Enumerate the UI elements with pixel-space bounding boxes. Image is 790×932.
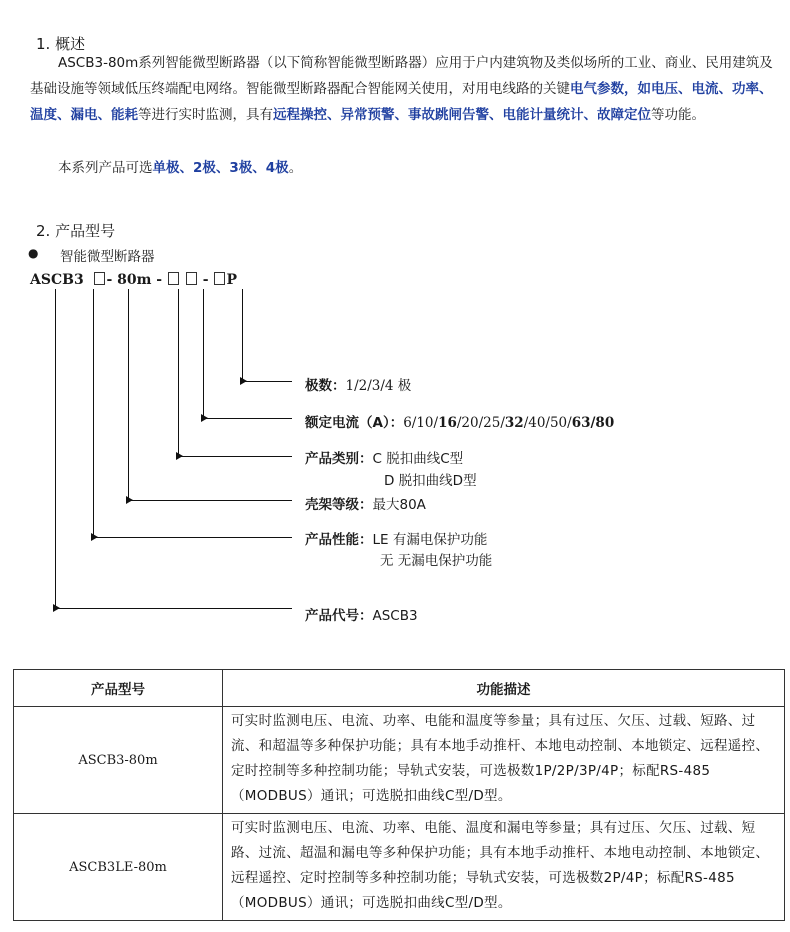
category-label xyxy=(305,447,463,467)
code-suffix: P xyxy=(226,272,237,288)
row-2-model: ASCB3LE-80m xyxy=(14,814,223,921)
category-connector-vertical xyxy=(178,289,179,457)
performance-key: 产品性能： xyxy=(305,532,373,548)
overview-end: 等功能。 xyxy=(651,107,705,123)
table-header-row xyxy=(14,670,785,707)
current-value-d: 32 xyxy=(504,415,524,431)
current-connector-horizontal xyxy=(203,418,292,419)
frame-key: 壳架等级： xyxy=(305,497,373,513)
category-d: D 脱扣曲线D型 xyxy=(384,473,477,489)
poles-key: 极数： xyxy=(305,378,346,394)
category-key: 产品类别： xyxy=(305,451,373,467)
performance-connector-horizontal xyxy=(93,537,292,538)
code-arrow-icon xyxy=(53,604,60,612)
frame-value: 最大80A xyxy=(372,497,426,513)
bullet-icon: ● xyxy=(28,246,39,260)
current-arrow-icon xyxy=(201,414,208,422)
poles-box xyxy=(214,272,225,285)
product-code-value: ASCB3 xyxy=(372,608,418,624)
section-2-title: 2. 产品型号 xyxy=(36,222,116,240)
overview-mid: 等进行实时监测，具有 xyxy=(138,107,273,123)
category-arrow-icon xyxy=(176,452,183,460)
code-dash: - xyxy=(202,272,209,288)
poles-arrow-icon xyxy=(240,377,247,385)
table-row xyxy=(14,814,785,921)
model-code xyxy=(30,272,237,288)
performance-connector-vertical xyxy=(93,289,94,538)
table-row xyxy=(14,707,785,814)
code-connector-horizontal xyxy=(55,608,292,609)
code-prefix: ASCB3 xyxy=(30,272,84,288)
category-c: C 脱扣曲线C型 xyxy=(372,451,464,467)
pole-options-end: 。 xyxy=(288,160,303,176)
row-1-description: 可实时监测电压、电流、功率、电能和温度等参量；具有过压、欠压、过载、短路、过流、和超温等多种保护功能；具有本地手动推杆、本地电动控制、本地锁定、远程遥控、定时控制等多种控制功能；导轨式安装，可选极数1P/2P/3P/4P；标配RS-485（MODBUS）通讯；可选脱扣曲线C型/D型。 xyxy=(223,707,785,814)
pole-options-paragraph xyxy=(30,155,775,181)
overview-params-highlight: 电气参数，如电压、电流、功率、温度、漏电、能耗 xyxy=(30,81,773,123)
code-frame: - 80m - xyxy=(106,272,163,288)
frame-connector-vertical xyxy=(128,289,129,501)
performance-arrow-icon xyxy=(91,533,98,541)
product-code-key: 产品代号： xyxy=(305,608,373,624)
model-table xyxy=(13,669,785,921)
current-value-c: /20/25/ xyxy=(456,415,505,431)
poles-value: 1/2/3/4 极 xyxy=(345,378,412,394)
header-model: 产品型号 xyxy=(14,670,223,707)
poles-connector-vertical xyxy=(242,289,243,382)
current-label xyxy=(305,411,614,431)
current-value-b: 16 xyxy=(438,415,457,431)
current-connector-vertical xyxy=(203,289,204,419)
row-1-model: ASCB3-80m xyxy=(14,707,223,814)
pole-options-highlight: 单极、2极、3极、4极 xyxy=(152,160,289,176)
overview-paragraph xyxy=(30,50,775,128)
frame-connector-horizontal xyxy=(128,500,292,501)
frame-arrow-icon xyxy=(126,496,133,504)
current-key: 额定电流（A）： xyxy=(305,415,404,431)
performance-box xyxy=(94,272,105,285)
header-description: 功能描述 xyxy=(223,670,785,707)
performance-label xyxy=(305,528,487,548)
overview-functions-highlight: 远程操控、异常预警、事故跳闸告警、电能计量统计、故障定位 xyxy=(273,107,651,123)
current-value-e: /40/50/ xyxy=(523,415,572,431)
current-value-f: 63/80 xyxy=(571,415,615,431)
category-box xyxy=(168,272,179,285)
frame-label xyxy=(305,493,426,513)
product-code-label xyxy=(305,604,418,624)
overview-intro: ASCB3-80m系列智能微型断路器（以下简称智能微型断路器）应用于户内建筑物及类似场所的工业、商业、民用建筑及基础设施等领域低压终端配电网络。智能微型断路器配合智能网关使用，对用电线路的关键 xyxy=(30,55,773,97)
performance-none: 无 无漏电保护功能 xyxy=(380,553,493,569)
product-subtitle: 智能微型断路器 xyxy=(60,249,155,265)
poles-connector-horizontal xyxy=(242,381,292,382)
pole-options-intro: 本系列产品可选 xyxy=(58,160,153,176)
current-box xyxy=(186,272,197,285)
category-connector-horizontal xyxy=(178,456,292,457)
poles-label xyxy=(305,374,411,394)
section-1-title: 1. 概述 xyxy=(36,35,86,53)
performance-le: LE 有漏电保护功能 xyxy=(372,532,488,548)
current-value-a: 6/10/ xyxy=(403,415,439,431)
code-connector-vertical xyxy=(55,289,56,609)
row-2-description: 可实时监测电压、电流、功率、电能、温度和漏电等参量；具有过压、欠压、过载、短路、过流、超温和漏电等多种保护功能；具有本地手动推杆、本地电动控制、本地锁定、远程遥控、定时控制等多种控制功能；导轨式安装，可选极数2P/4P；标配RS-485（MODBUS）通讯；可选脱扣曲线C型/D型。 xyxy=(223,814,785,921)
